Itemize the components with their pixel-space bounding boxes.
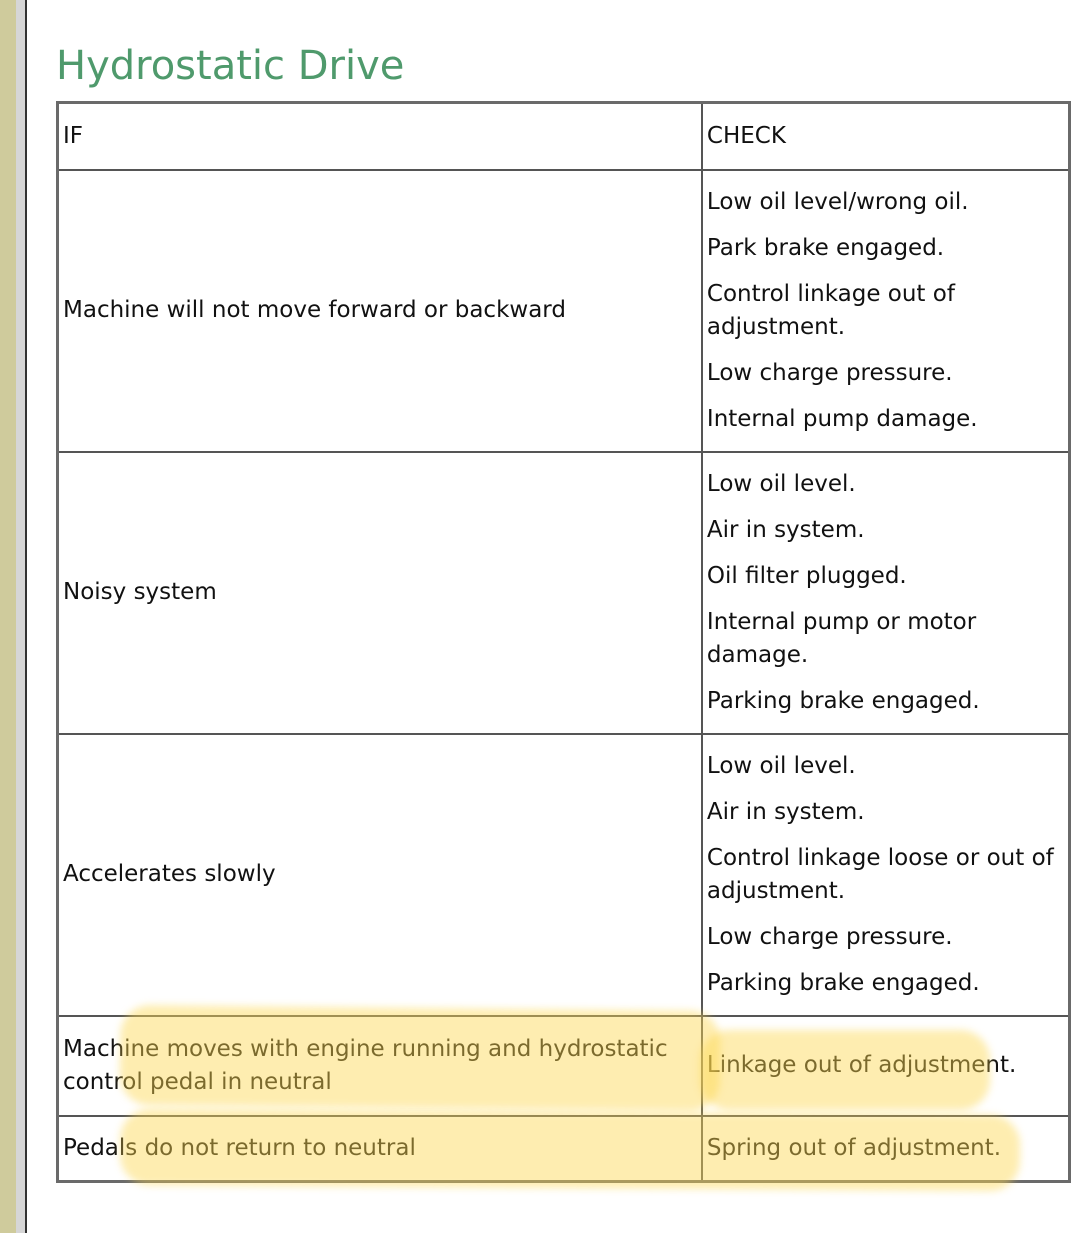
table-row	[58, 170, 1070, 452]
check-item: Control linkage out of adjustment.	[706, 280, 955, 340]
check-item: Internal pump or motor damage.	[706, 608, 977, 668]
check-item: Parking brake engaged.	[706, 687, 980, 714]
table-row	[58, 452, 1070, 734]
page-title: Hydrostatic Drive	[56, 43, 405, 89]
check-item: Low charge pressure.	[706, 923, 953, 950]
left-divider	[25, 0, 27, 1233]
if-cell: Pedals do not return to neutral	[58, 1116, 702, 1182]
check-cell	[702, 170, 1070, 452]
check-item: Air in system.	[706, 798, 865, 825]
check-item: Control linkage loose or out of adjustment.	[706, 844, 1054, 904]
table-row	[58, 1016, 1070, 1116]
table-row	[58, 734, 1070, 1016]
check-cell	[702, 452, 1070, 734]
check-item: Oil filter plugged.	[706, 562, 907, 589]
if-cell: Machine moves with engine running and hydrostatic control pedal in neutral	[58, 1016, 702, 1116]
check-item: Parking brake engaged.	[706, 969, 980, 996]
left-scroll-gutter	[16, 0, 25, 1233]
check-cell: Spring out of adjustment.	[702, 1116, 1070, 1182]
left-sidebar-strip	[0, 0, 16, 1233]
if-cell: Machine will not move forward or backward	[58, 170, 702, 452]
check-item: Low oil level/wrong oil.	[706, 188, 969, 215]
if-cell: Noisy system	[58, 452, 702, 734]
table-row	[58, 1116, 1070, 1182]
if-cell: Accelerates slowly	[58, 734, 702, 1016]
header-if: IF	[58, 103, 702, 170]
check-item: Park brake engaged.	[706, 234, 945, 261]
troubleshooting-table	[56, 101, 1071, 1183]
check-item: Air in system.	[706, 516, 865, 543]
table-header-row	[58, 103, 1070, 170]
check-item: Low oil level.	[706, 470, 856, 497]
check-item: Internal pump damage.	[706, 405, 978, 432]
header-check: CHECK	[702, 103, 1070, 170]
check-cell	[702, 734, 1070, 1016]
check-cell: Linkage out of adjustment.	[702, 1016, 1070, 1116]
check-item: Low charge pressure.	[706, 359, 953, 386]
check-item: Low oil level.	[706, 752, 856, 779]
